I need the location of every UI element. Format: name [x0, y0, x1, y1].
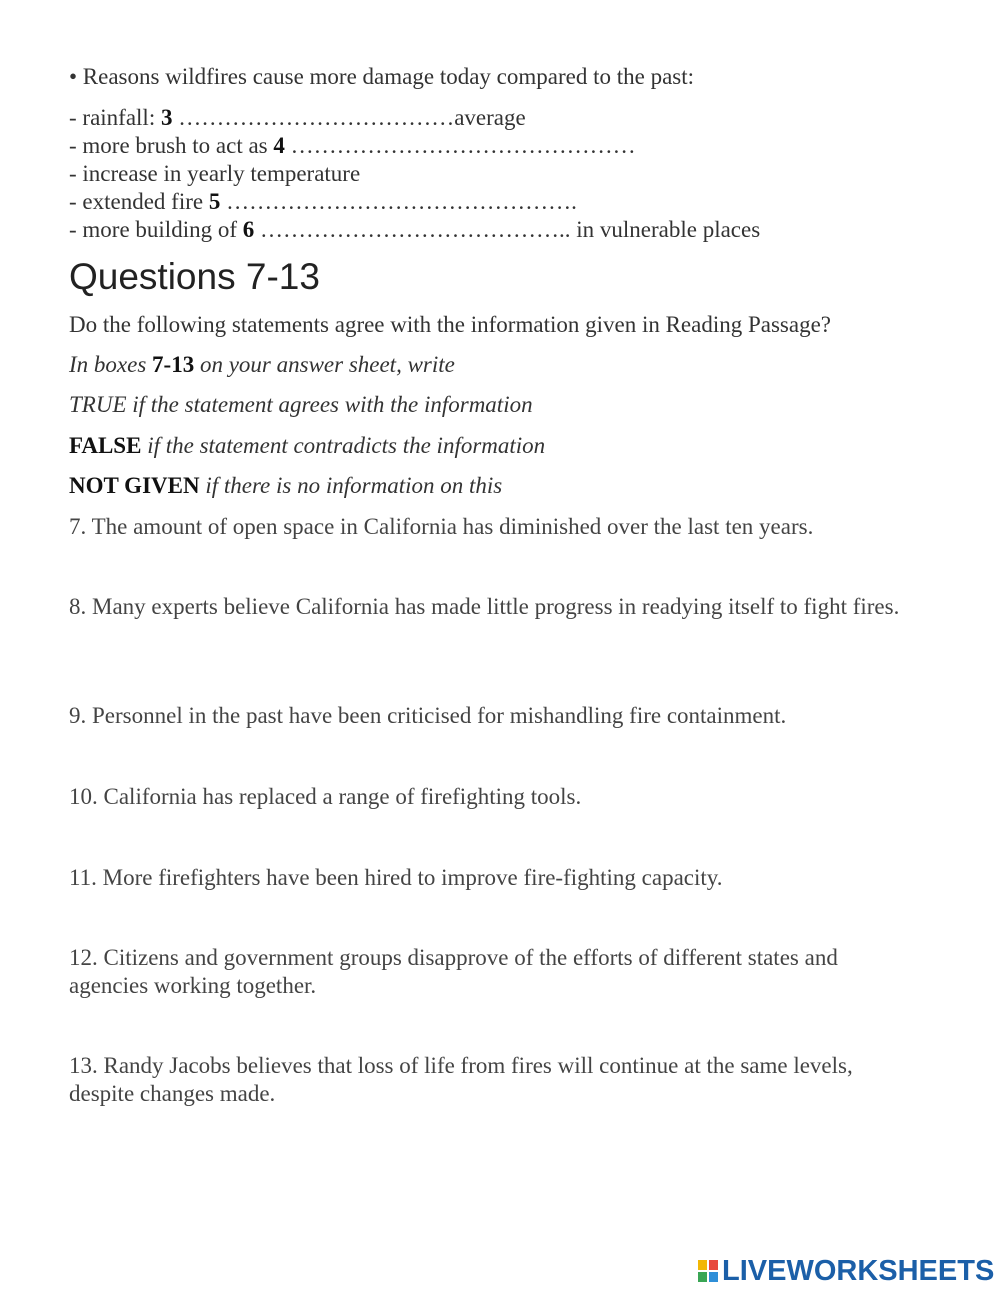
boxes-range: 7-13 [152, 352, 195, 377]
block-red [708, 1259, 719, 1271]
boxes-pre: In boxes [69, 352, 153, 377]
notgiven-label: NOT GIVEN [69, 473, 200, 498]
reason-item-fire [69, 188, 577, 216]
block-yellow [697, 1259, 708, 1271]
question-8: 8. Many experts believe California has made little progress in readying itself to fight fires. [69, 594, 900, 619]
question-13: 13. Randy Jacobs believes that loss of life from fires will continue at the same levels, despite changes made. [69, 1053, 853, 1106]
boxes-instruction [69, 351, 455, 379]
notgiven-definition [69, 472, 502, 500]
false-text: if the statement contradicts the information [141, 433, 546, 458]
notgiven-text: if there is no information on this [199, 473, 503, 498]
section-heading: Questions 7-13 [69, 256, 320, 297]
gap-number-3: 3 [160, 105, 173, 130]
false-definition [69, 432, 545, 460]
answer-gap-4[interactable]: ……………………………………… [284, 133, 636, 158]
reason-text: - rainfall: [69, 105, 161, 130]
reason-text: - more brush to act as [69, 133, 274, 158]
liveworksheets-logo [697, 1256, 994, 1286]
reason-text: - increase in yearly temperature [69, 161, 361, 186]
gap-number-4: 4 [273, 133, 285, 158]
gap-number-6: 6 [242, 217, 255, 242]
answer-gap-5[interactable]: ………………………………………. [220, 189, 577, 214]
boxes-post: on your answer sheet, write [194, 352, 455, 377]
reason-item-temperature [69, 160, 360, 188]
answer-gap-3[interactable]: ………………………………average [172, 105, 526, 130]
logo-text: LIVEWORKSHEETS [722, 1255, 995, 1287]
reason-item-building [69, 216, 760, 244]
reason-text: - more building of [69, 217, 243, 242]
question-12: 12. Citizens and government groups disapprove of the efforts of different states and agencies working together. [69, 945, 838, 998]
reason-text: - extended fire [69, 189, 209, 214]
question-7: 7. The amount of open space in California has diminished over the last ten years. [69, 514, 814, 539]
false-label: FALSE [69, 433, 142, 458]
reason-item-rainfall [69, 104, 526, 132]
question-9: 9. Personnel in the past have been criticised for mishandling fire containment. [69, 703, 787, 728]
reasons-intro: • Reasons wildfires cause more damage today compared to the past: [69, 64, 695, 89]
block-green [697, 1271, 708, 1283]
instruction-text: Do the following statements agree with the information given in Reading Passage? [69, 312, 832, 337]
reason-item-brush [69, 132, 636, 160]
gap-number-5: 5 [208, 189, 221, 214]
question-10: 10. California has replaced a range of firefighting tools. [69, 784, 582, 809]
block-blue [708, 1271, 719, 1283]
question-11: 11. More firefighters have been hired to improve fire-fighting capacity. [69, 865, 723, 890]
blocks-icon [697, 1259, 719, 1283]
true-definition: TRUE if the statement agrees with the information [69, 392, 533, 417]
answer-gap-6[interactable]: ………………………………….. in vulnerable places [254, 217, 761, 242]
